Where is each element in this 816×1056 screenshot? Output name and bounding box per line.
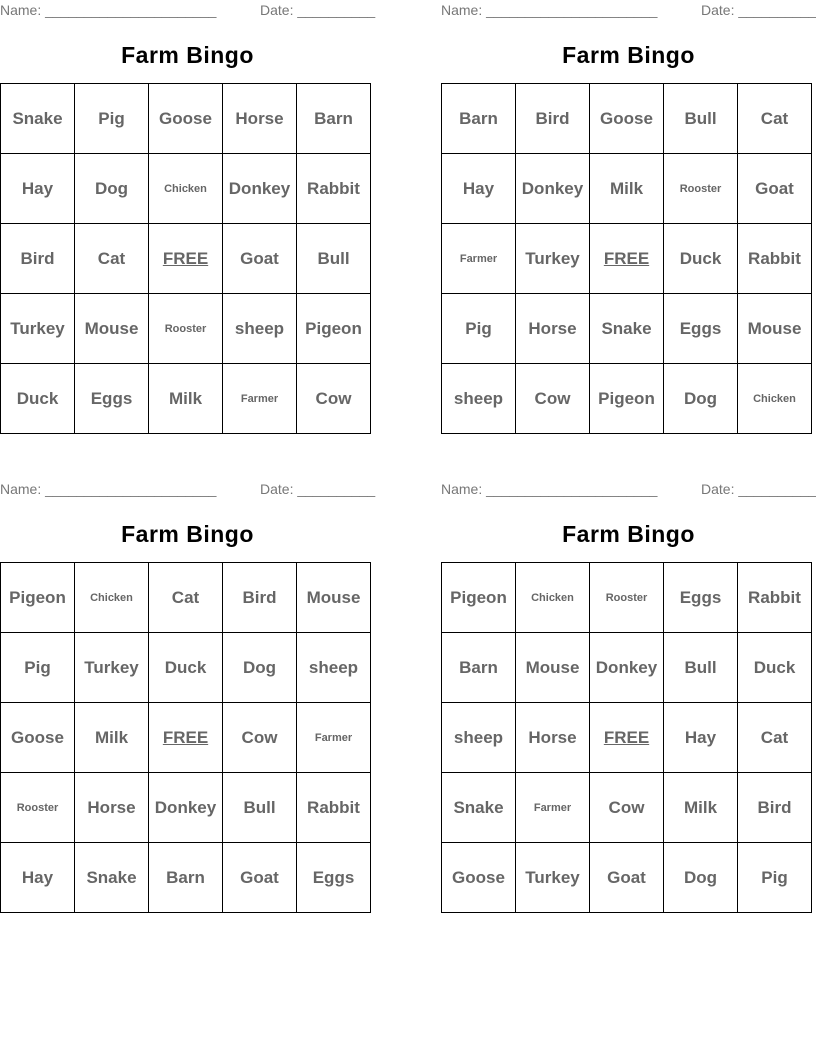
bingo-cell[interactable]: Snake — [75, 843, 149, 913]
grid-row — [1, 364, 371, 434]
bingo-cell[interactable]: Duck — [149, 633, 223, 703]
bingo-cell[interactable]: Dog — [223, 633, 297, 703]
bingo-cell[interactable]: Rooster — [1, 773, 75, 843]
bingo-cell[interactable]: Pig — [1, 633, 75, 703]
bingo-cell[interactable]: Turkey — [516, 843, 590, 913]
bingo-cell[interactable]: Pig — [738, 843, 812, 913]
free-space-cell[interactable]: FREE — [149, 703, 223, 773]
bingo-cell[interactable]: Cat — [75, 224, 149, 294]
bingo-cell[interactable]: Eggs — [664, 563, 738, 633]
bingo-cell[interactable]: Mouse — [738, 294, 812, 364]
bingo-cell[interactable]: Goat — [738, 154, 812, 224]
card-title: Farm Bingo — [121, 521, 254, 547]
bingo-card-4 — [441, 479, 816, 919]
bingo-cell[interactable]: Pigeon — [297, 294, 371, 364]
bingo-cell[interactable]: Farmer — [297, 703, 371, 773]
bingo-cell[interactable]: Pig — [442, 294, 516, 364]
bingo-cell[interactable]: Donkey — [223, 154, 297, 224]
free-space-cell[interactable]: FREE — [590, 224, 664, 294]
bingo-grid — [0, 562, 371, 913]
name-field[interactable]: Name: ______________________ — [0, 2, 217, 18]
bingo-cell[interactable]: Rooster — [664, 154, 738, 224]
bingo-cell[interactable]: Goose — [1, 703, 75, 773]
bingo-cell[interactable]: Dog — [664, 364, 738, 434]
bingo-cell[interactable]: Turkey — [1, 294, 75, 364]
grid-row — [442, 224, 812, 294]
date-field[interactable]: Date: __________ — [260, 2, 376, 18]
bingo-cell[interactable]: Hay — [1, 843, 75, 913]
bingo-cell[interactable]: Snake — [590, 294, 664, 364]
name-field[interactable]: Name: ______________________ — [0, 481, 217, 497]
bingo-cell[interactable]: Hay — [664, 703, 738, 773]
bingo-cell[interactable]: Chicken — [738, 364, 812, 434]
bingo-cell[interactable]: Goose — [590, 84, 664, 154]
grid-row — [1, 563, 371, 633]
bingo-cell[interactable]: sheep — [442, 703, 516, 773]
bingo-cell[interactable]: Bull — [664, 84, 738, 154]
bingo-cell[interactable]: Snake — [1, 84, 75, 154]
bingo-card-3 — [0, 479, 375, 919]
bingo-cell[interactable]: Dog — [664, 843, 738, 913]
grid-row — [1, 843, 371, 913]
name-field[interactable]: Name: ______________________ — [441, 2, 658, 18]
bingo-cell[interactable]: Goose — [149, 84, 223, 154]
bingo-cell[interactable]: Farmer — [516, 773, 590, 843]
bingo-cell[interactable]: Goat — [223, 224, 297, 294]
bingo-grid — [0, 83, 371, 434]
bingo-cell[interactable]: Bird — [516, 84, 590, 154]
bingo-cell[interactable]: Rabbit — [738, 563, 812, 633]
bingo-cell[interactable]: Hay — [442, 154, 516, 224]
bingo-cell[interactable]: Duck — [1, 364, 75, 434]
grid-row — [442, 843, 812, 913]
name-field[interactable]: Name: ______________________ — [441, 481, 658, 497]
bingo-cell[interactable]: Rooster — [149, 294, 223, 364]
bingo-cell[interactable]: Donkey — [516, 154, 590, 224]
bingo-cell[interactable]: sheep — [297, 633, 371, 703]
bingo-cell[interactable]: Rabbit — [297, 773, 371, 843]
bingo-cell[interactable]: Cow — [223, 703, 297, 773]
bingo-cell[interactable]: Bull — [223, 773, 297, 843]
bingo-cell[interactable]: Cat — [738, 703, 812, 773]
bingo-cell[interactable]: Farmer — [223, 364, 297, 434]
bingo-card-2 — [441, 0, 816, 440]
free-space-cell[interactable]: FREE — [149, 224, 223, 294]
bingo-cell[interactable]: Pig — [75, 84, 149, 154]
bingo-cell[interactable]: Bull — [297, 224, 371, 294]
bingo-cell[interactable]: Cow — [297, 364, 371, 434]
card-title: Farm Bingo — [562, 521, 695, 547]
bingo-cell[interactable]: Dog — [75, 154, 149, 224]
grid-row — [442, 154, 812, 224]
bingo-cell[interactable]: Duck — [738, 633, 812, 703]
grid-row — [1, 224, 371, 294]
grid-row — [442, 294, 812, 364]
bingo-cell[interactable]: Barn — [442, 633, 516, 703]
bingo-cell[interactable]: Rooster — [590, 563, 664, 633]
bingo-cell[interactable]: Bird — [738, 773, 812, 843]
bingo-cell[interactable]: Horse — [223, 84, 297, 154]
bingo-cell[interactable]: sheep — [442, 364, 516, 434]
bingo-cell[interactable]: Horse — [516, 294, 590, 364]
bingo-cell[interactable]: Farmer — [442, 224, 516, 294]
grid-row — [1, 703, 371, 773]
bingo-cell[interactable]: Barn — [149, 843, 223, 913]
bingo-cell[interactable]: Bull — [664, 633, 738, 703]
bingo-cell[interactable]: Milk — [664, 773, 738, 843]
grid-row — [442, 633, 812, 703]
bingo-cell[interactable]: Turkey — [75, 633, 149, 703]
bingo-cell[interactable]: Eggs — [664, 294, 738, 364]
bingo-cell[interactable]: Donkey — [590, 633, 664, 703]
bingo-cell[interactable]: Hay — [1, 154, 75, 224]
bingo-cell[interactable]: Barn — [297, 84, 371, 154]
bingo-cell[interactable]: Goat — [590, 843, 664, 913]
bingo-grid — [441, 562, 812, 913]
bingo-cell[interactable]: Duck — [664, 224, 738, 294]
date-field[interactable]: Date: __________ — [701, 2, 816, 18]
grid-row — [1, 633, 371, 703]
bingo-cell[interactable]: Eggs — [75, 364, 149, 434]
grid-row — [1, 84, 371, 154]
date-field[interactable]: Date: __________ — [701, 481, 816, 497]
bingo-grid — [441, 83, 812, 434]
bingo-cell[interactable]: Mouse — [297, 563, 371, 633]
grid-row — [442, 703, 812, 773]
card-title: Farm Bingo — [562, 42, 695, 68]
grid-row — [442, 563, 812, 633]
bingo-cell[interactable]: Goat — [223, 843, 297, 913]
bingo-cell[interactable]: Milk — [75, 703, 149, 773]
bingo-cell[interactable]: sheep — [223, 294, 297, 364]
grid-row — [1, 154, 371, 224]
bingo-cell[interactable]: Cat — [149, 563, 223, 633]
bingo-cell[interactable]: Barn — [442, 84, 516, 154]
grid-row — [442, 364, 812, 434]
bingo-cell[interactable]: Snake — [442, 773, 516, 843]
grid-row — [1, 773, 371, 843]
bingo-cell[interactable]: Donkey — [149, 773, 223, 843]
card-title: Farm Bingo — [121, 42, 254, 68]
bingo-cell[interactable]: Mouse — [516, 633, 590, 703]
bingo-cell[interactable]: Cow — [590, 773, 664, 843]
bingo-card-1 — [0, 0, 375, 440]
bingo-cell[interactable]: Turkey — [516, 224, 590, 294]
grid-row — [1, 294, 371, 364]
bingo-cell[interactable]: Chicken — [75, 563, 149, 633]
date-field[interactable]: Date: __________ — [260, 481, 376, 497]
free-space-cell[interactable]: FREE — [590, 703, 664, 773]
bingo-cell[interactable]: Pigeon — [1, 563, 75, 633]
grid-row — [442, 773, 812, 843]
grid-row — [442, 84, 812, 154]
bingo-cell[interactable]: Chicken — [516, 563, 590, 633]
bingo-cell[interactable]: Goose — [442, 843, 516, 913]
bingo-cell[interactable]: Rabbit — [738, 224, 812, 294]
bingo-cell[interactable]: Milk — [590, 154, 664, 224]
bingo-cell[interactable]: Pigeon — [590, 364, 664, 434]
bingo-cell[interactable]: Cow — [516, 364, 590, 434]
bingo-cell[interactable]: Mouse — [75, 294, 149, 364]
bingo-cell[interactable]: Eggs — [297, 843, 371, 913]
bingo-cell[interactable]: Bird — [1, 224, 75, 294]
bingo-cell[interactable]: Horse — [516, 703, 590, 773]
bingo-cell[interactable]: Chicken — [149, 154, 223, 224]
bingo-cell[interactable]: Rabbit — [297, 154, 371, 224]
bingo-cell[interactable]: Pigeon — [442, 563, 516, 633]
bingo-cell[interactable]: Horse — [75, 773, 149, 843]
bingo-cell[interactable]: Cat — [738, 84, 812, 154]
bingo-cell[interactable]: Bird — [223, 563, 297, 633]
bingo-cell[interactable]: Milk — [149, 364, 223, 434]
